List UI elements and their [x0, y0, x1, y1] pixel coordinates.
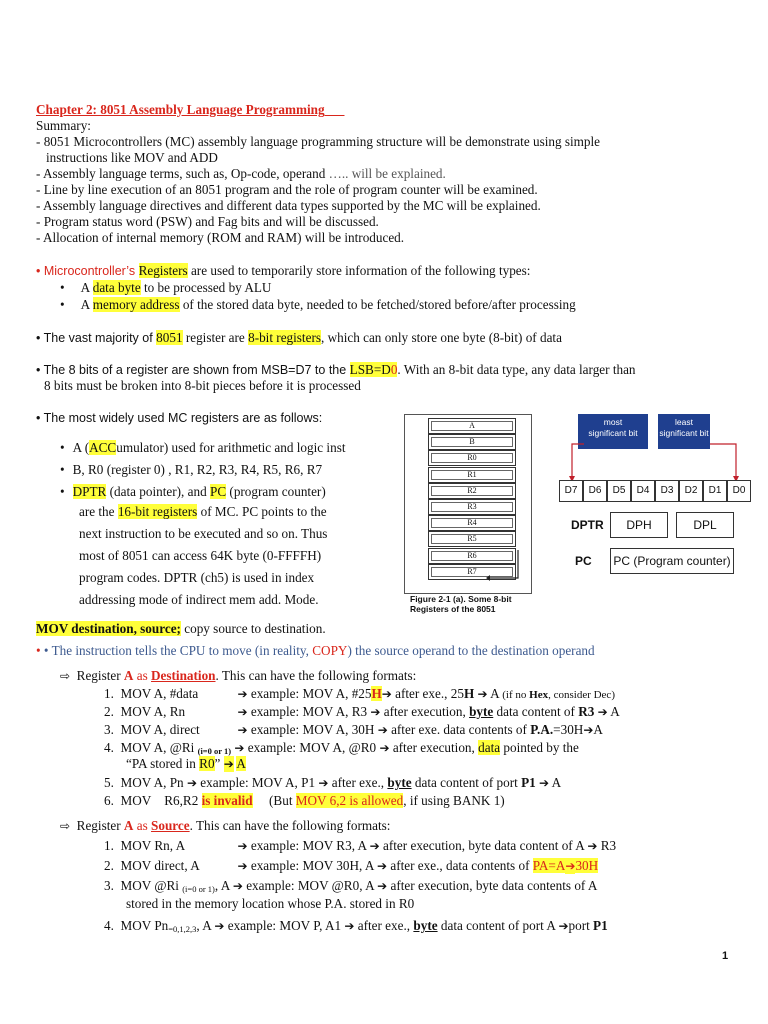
double-arrow-right-icon: ➔	[477, 687, 488, 701]
mov-instruction-note: • • The instruction tells the CPU to move (in reality, COPY) the source operand to the destination operand	[36, 643, 595, 658]
double-arrow-right-icon: ➔	[237, 687, 248, 701]
double-arrow-right-icon: ➔	[583, 723, 594, 737]
least-significant-bit-callout: least significant bit	[658, 414, 710, 449]
bits-line2: 8 bits must be broken into 8-bit pieces before it is processed	[44, 378, 361, 393]
dest-item: 2. MOV A, Rn ➔ example: MOV A, R3 ➔ after execution, byte data content of R3 ➔ A	[104, 704, 620, 719]
chapter-title: Chapter 2: 8051 Assembly Language Programming _	[36, 102, 345, 117]
summary-heading: Summary:	[36, 118, 91, 133]
widely-item-dptr-line: most of 8051 can access 64K byte (0-FFFFH)	[79, 548, 322, 563]
double-arrow-right-icon: ➔	[370, 705, 381, 719]
double-arrow-right-icon: ➔	[223, 757, 234, 771]
double-arrow-right-icon: ➔	[237, 705, 248, 719]
src-item: 2. MOV direct, A ➔ example: MOV 30H, A ➔ after exe., data contents of PA=A➔30H	[104, 858, 599, 873]
summary-line: - Allocation of internal memory (ROM and RAM) will be introduced.	[36, 230, 405, 245]
src-item-continued: stored in the memory location whose P.A. stored in R0	[126, 896, 415, 911]
double-arrow-right-icon: ➔	[379, 741, 390, 755]
src-item: 4. MOV $Pn_{=0,1,2,3}$, A ➔ example: MOV P, A1 ➔ after exe., byte data content of port A ➔port P1	[104, 918, 608, 934]
pc-box: PC (Program counter)	[610, 548, 734, 574]
register-r3: R3	[428, 499, 516, 515]
double-arrow-right-icon: ➔	[587, 839, 598, 853]
widely-item-dptr-line: are the 16-bit registers of MC. PC points to the	[79, 504, 327, 519]
src-item: 3. MOV @Ri $_{(i=0 or 1)}$, A ➔ example: MOV @R0, A ➔ after execution, byte data contents of A	[104, 878, 598, 894]
double-arrow-right-icon: ➔	[344, 919, 355, 933]
bit-cell-d0: D0	[727, 480, 751, 502]
registers-bullet: • Microcontroller’s Registers are used to temporarily store information of the following types:	[36, 263, 531, 278]
register-r5: R5	[428, 531, 516, 547]
register-r2: R2	[428, 483, 516, 499]
double-arrow-right-icon: ➔	[597, 705, 608, 719]
double-arrow-right-icon: ➔	[237, 839, 248, 853]
figure-caption: Figure 2-1 (a). Some 8-bit Registers of the 8051	[410, 594, 512, 614]
double-arrow-right-icon: ➔	[565, 859, 576, 873]
bit-cell-d2: D2	[679, 480, 703, 502]
double-arrow-right-icon: ➔	[234, 741, 245, 755]
hollow-arrow-right-icon: ⇨	[60, 819, 71, 833]
widely-item-acc: • A (ACCumulator) used for arithmetic and logic inst	[60, 440, 346, 455]
dptr-label: DPTR	[571, 518, 604, 532]
summary-line: - Assembly language directives and different data types supported by the MC will be explained.	[36, 198, 541, 213]
dest-heading: ⇨ Register A as Destination. This can have the following formats:	[60, 668, 417, 683]
bit-cell-d7: D7	[559, 480, 583, 502]
double-arrow-right-icon: ➔	[318, 776, 329, 790]
bit-cell-d3: D3	[655, 480, 679, 502]
majority-bullet: • The vast majority of 8051 register are 8-bit registers, which can only store one byte (8-bit) of data	[36, 330, 562, 345]
summary-line: - Program status word (PSW) and Fag bits and will be discussed.	[36, 214, 379, 229]
dest-item: 5. MOV A, Pn ➔ example: MOV A, P1 ➔ after exe., byte data content of port P1 ➔ A	[104, 775, 562, 790]
summary-line: instructions like MOV and ADD	[46, 150, 218, 165]
register-a: A	[428, 418, 516, 434]
double-arrow-right-icon: ➔	[376, 859, 388, 873]
dest-item: 1. MOV A, #data ➔ example: MOV A, #25H➔ after exe., 25H ➔ A (if no Hex, consider Dec)	[104, 686, 615, 701]
widely-heading: • The most widely used MC registers are as follows:	[36, 411, 323, 425]
double-arrow-right-icon: ➔	[539, 776, 550, 790]
register-r6: R6	[428, 548, 516, 564]
most-significant-bit-callout: most significant bit	[578, 414, 648, 449]
double-arrow-right-icon: ➔	[186, 776, 197, 790]
register-b: B	[428, 434, 516, 450]
pc-label: PC	[575, 554, 592, 568]
bit-cell-d1: D1	[703, 480, 727, 502]
dest-item: 4. MOV A, @Ri $_{(i=0 or 1)}$ ➔ example: MOV A, @R0 ➔ after execution, data pointed by the	[104, 740, 579, 756]
src-item: 1. MOV Rn, A ➔ example: MOV R3, A ➔ after execution, byte data content of A ➔ R3	[104, 838, 617, 853]
widely-item-dptr-line: next instruction to be executed and so on. Thus	[79, 526, 328, 541]
dest-item: 3. MOV A, direct ➔ example: MOV A, 30H ➔ after exe. data contents of P.A.=30H➔A	[104, 722, 603, 737]
widely-item-dptr-line: addressing mode of indirect mem add. Mode.	[79, 592, 319, 607]
register-r7: R7	[428, 564, 516, 580]
dest-item: 6. MOV R6,R2 is invalid (But MOV 6,2 is allowed, if using BANK 1)	[104, 793, 505, 808]
summary-line: - 8051 Microcontrollers (MC) assembly language programming structure will be demonstrate using simple	[36, 134, 601, 149]
summary-line: - Line by line execution of an 8051 program and the role of program counter will be examined.	[36, 182, 538, 197]
double-arrow-right-icon: ➔	[377, 879, 388, 893]
summary-line: - Assembly language terms, such as, Op-code, operand ….. will be explained.	[36, 166, 446, 181]
mov-heading: MOV destination, source; copy source to destination.	[36, 621, 326, 636]
bit-callout-leaders-icon	[560, 440, 760, 484]
dph-box: DPH	[610, 512, 668, 538]
page-number: 1	[722, 950, 729, 962]
bits-bullet: • The 8 bits of a register are shown from MSB=D7 to the LSB=D0. With an 8-bit data type, any data larger than	[36, 362, 636, 377]
register-r1: R1	[428, 467, 516, 483]
r6-pointer-arrow-icon	[486, 548, 522, 582]
register-r0: R0	[428, 450, 516, 466]
double-arrow-right-icon: ➔	[237, 723, 248, 737]
bit-cell-d6: D6	[583, 480, 607, 502]
registers-sub-item: • A data byte to be processed by ALU	[60, 280, 272, 295]
double-arrow-right-icon: ➔	[232, 879, 243, 893]
register-r4: R4	[428, 515, 516, 531]
double-arrow-right-icon: ➔	[381, 687, 392, 701]
widely-item-dptr: • DPTR (data pointer), and PC (program counter)	[60, 484, 326, 499]
bit-cell-d4: D4	[631, 480, 655, 502]
dpl-box: DPL	[676, 512, 734, 538]
registers-sub-item: • A memory address of the stored data byte, needed to be fetched/stored before/after processing	[60, 297, 576, 312]
double-arrow-right-icon: ➔	[214, 919, 225, 933]
double-arrow-right-icon: ➔	[369, 839, 380, 853]
dest-item-continued: “PA stored in R0” ➔ A	[126, 756, 246, 771]
double-arrow-right-icon: ➔	[237, 859, 248, 873]
bit-cell-d5: D5	[607, 480, 631, 502]
widely-item-regs: • B, R0 (register 0) , R1, R2, R3, R4, R5, R6, R7	[60, 462, 323, 477]
src-heading: ⇨ Register A as Source. This can have the following formats:	[60, 818, 391, 833]
hollow-arrow-right-icon: ⇨	[60, 669, 71, 683]
double-arrow-right-icon: ➔	[558, 919, 569, 933]
widely-item-dptr-line: program codes. DPTR (ch5) is used in index	[79, 570, 315, 585]
double-arrow-right-icon: ➔	[377, 723, 388, 737]
